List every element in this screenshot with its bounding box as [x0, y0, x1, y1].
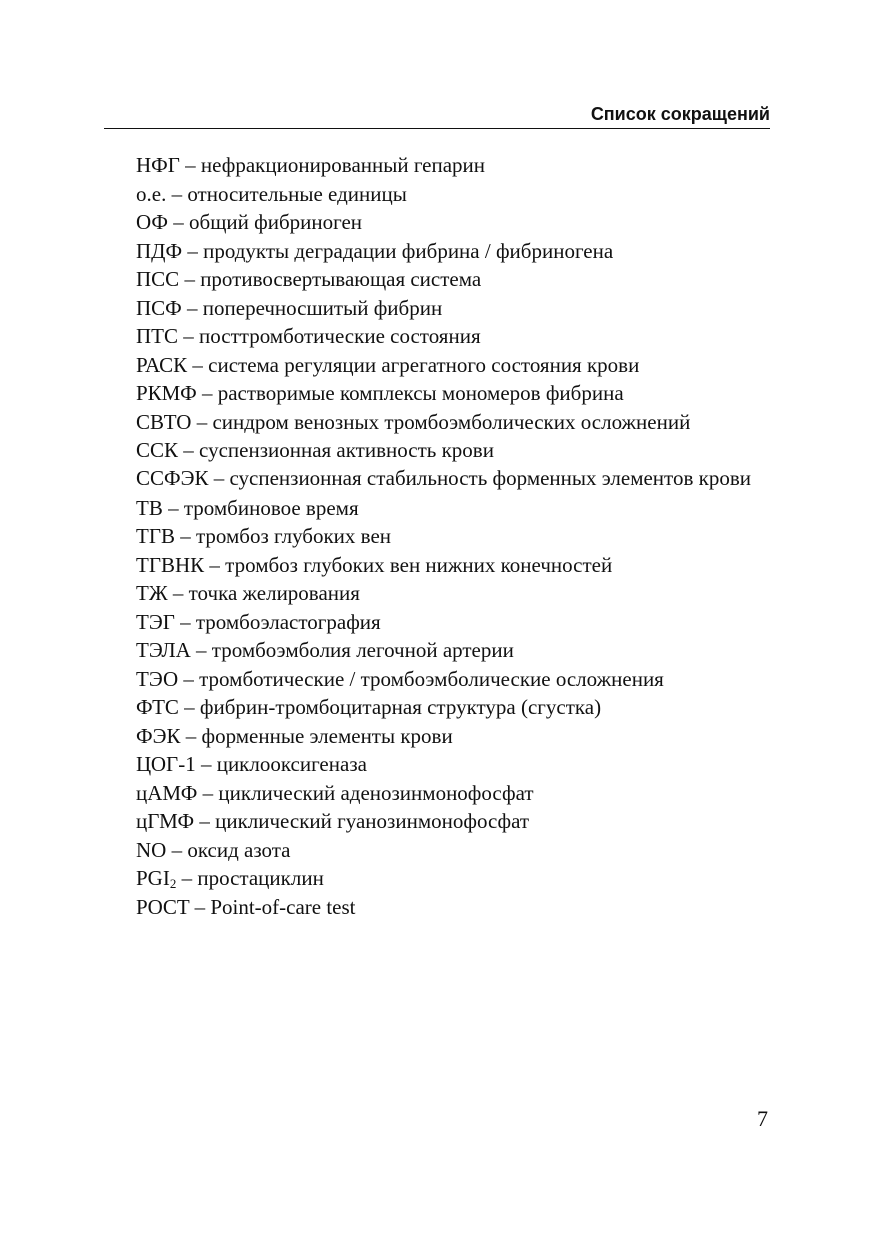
abbreviation-item	[106, 265, 768, 294]
abbreviation-definition: синдром венозных тромбоэмболических осложнений	[212, 409, 691, 434]
abbreviation-definition: тромбоз глубоких вен нижних конечностей	[225, 552, 613, 577]
abbreviation-item	[106, 750, 768, 779]
abbreviation-item	[106, 351, 768, 380]
dash-separator: –	[185, 153, 196, 177]
abbreviation-definition: форменные элементы крови	[201, 723, 453, 748]
running-header: Список сокращений	[590, 104, 770, 124]
abbreviation-definition: фибрин-тромбоцитарная структура (сгустка)	[199, 695, 602, 719]
abbreviation-item	[106, 180, 768, 209]
abbreviation-term: ТЖ	[136, 581, 168, 605]
dash-separator: –	[213, 465, 225, 490]
abbreviation-term: ТЭГ	[136, 609, 175, 634]
subscript: 2	[169, 876, 177, 891]
dash-separator: –	[209, 552, 220, 577]
dash-separator: –	[196, 638, 207, 662]
abbreviation-item	[106, 294, 768, 323]
abbreviation-item	[106, 864, 768, 893]
header-divider	[104, 128, 770, 129]
dash-separator: –	[185, 723, 197, 748]
abbreviation-term: РКМФ	[136, 381, 197, 405]
abbreviation-item	[106, 494, 768, 523]
abbreviation-definition: поперечносшитый фибрин	[202, 295, 443, 320]
abbreviation-item	[106, 436, 768, 465]
abbreviation-definition: оксид азота	[187, 837, 291, 862]
dash-separator: –	[187, 295, 198, 320]
abbreviation-definition: циклический аденозинмонофосфат	[218, 780, 534, 805]
abbreviation-definition: суспензионная активность крови	[199, 438, 494, 462]
page-number: 7	[757, 1106, 768, 1131]
abbreviation-term: ПСФ	[136, 295, 182, 320]
abbreviation-item	[106, 579, 768, 608]
abbreviation-term: СВТО	[136, 409, 192, 434]
abbreviation-term: ТВ	[136, 495, 163, 520]
abbreviation-definition: продукты деградации фибрина / фибриногена	[203, 238, 614, 263]
dash-separator: –	[183, 324, 194, 348]
abbreviation-definition: система регуляции агрегатного состояния крови	[208, 352, 640, 377]
abbreviation-term: ЦОГ-1	[136, 752, 196, 776]
dash-separator: –	[168, 495, 179, 520]
dash-separator: –	[183, 438, 194, 462]
abbreviation-term: РАСК	[136, 352, 188, 377]
abbreviation-item	[106, 379, 768, 408]
dash-separator: –	[172, 581, 184, 605]
abbreviation-item	[106, 636, 768, 665]
abbreviation-term: ТЭО	[136, 666, 179, 691]
abbreviation-item	[106, 807, 768, 836]
dash-separator: –	[183, 666, 194, 691]
abbreviation-item	[106, 836, 768, 865]
dash-separator: –	[173, 210, 184, 234]
dash-separator: –	[192, 352, 203, 377]
abbreviation-definition: Point-of-care test	[210, 894, 356, 919]
abbreviation-item	[106, 237, 768, 266]
abbreviation-definition: общий фибриноген	[189, 210, 362, 234]
abbreviation-term: PGI	[136, 866, 170, 890]
abbreviation-definition: посттромботические состояния	[199, 324, 481, 348]
dash-separator: –	[199, 809, 210, 833]
abbreviation-term: NO	[136, 837, 167, 862]
abbreviation-term: POCT	[136, 894, 190, 919]
abbreviation-item	[106, 693, 768, 722]
abbreviation-term: о.е.	[136, 181, 167, 206]
abbreviation-term: ПТС	[136, 324, 178, 348]
dash-separator: –	[184, 695, 195, 719]
abbreviation-definition: тромбоэластография	[195, 609, 381, 634]
abbreviation-definition: тромботические / тромбоэмболические осложнения	[199, 666, 664, 691]
abbreviation-definition: нефракционированный гепарин	[200, 153, 486, 177]
abbreviation-term: цГМФ	[136, 809, 195, 833]
abbreviation-item	[106, 665, 768, 694]
abbreviation-item	[106, 322, 768, 351]
abbreviation-definition: противосвертывающая система	[200, 267, 482, 291]
abbreviation-term: НФГ	[136, 153, 180, 177]
dash-separator: –	[184, 267, 195, 291]
abbreviation-item	[106, 522, 768, 551]
dash-separator: –	[171, 181, 183, 206]
dash-separator: –	[200, 752, 212, 776]
abbreviation-definition: тромбоэмболия легочной артерии	[211, 638, 514, 662]
abbreviation-item	[106, 151, 768, 180]
abbreviation-item	[106, 779, 768, 808]
dash-separator: –	[181, 866, 193, 890]
dash-separator: –	[180, 609, 191, 634]
abbreviation-term: ОФ	[136, 210, 169, 234]
abbreviation-term: ФЭК	[136, 723, 181, 748]
dash-separator: –	[194, 894, 206, 919]
abbreviation-term: ПСС	[136, 267, 180, 291]
dash-separator: –	[187, 238, 198, 263]
abbreviation-term: ТГВНК	[136, 552, 205, 577]
abbreviation-item	[106, 722, 768, 751]
abbreviation-definition: относительные единицы	[187, 181, 407, 206]
abbreviation-term: ТЭЛА	[136, 638, 191, 662]
abbreviation-term: ТГВ	[136, 524, 175, 548]
abbreviation-term: ПДФ	[136, 238, 183, 263]
abbreviation-term: ФТС	[136, 695, 179, 719]
abbreviation-definition: точка желирования	[188, 581, 360, 605]
abbreviation-term: ССК	[136, 438, 179, 462]
abbreviation-definition: циклооксигеназа	[216, 752, 367, 776]
dash-separator: –	[196, 409, 208, 434]
abbreviation-definition: суспензионная стабильность форменных элементов крови	[229, 465, 751, 490]
dash-separator: –	[201, 381, 213, 405]
dash-separator: –	[202, 780, 214, 805]
abbreviation-item	[106, 893, 768, 922]
abbreviation-definition: циклический гуанозинмонофосфат	[215, 809, 530, 833]
abbreviation-definition: тромбиновое время	[183, 495, 359, 520]
abbreviation-item	[106, 408, 768, 437]
dash-separator: –	[171, 837, 183, 862]
abbreviation-definition: растворимые комплексы мономеров фибрина	[217, 381, 624, 405]
abbreviation-definition: тромбоз глубоких вен	[195, 524, 392, 548]
abbreviation-term: цАМФ	[136, 780, 198, 805]
abbreviation-item	[106, 608, 768, 637]
abbreviation-term: ССФЭК	[136, 465, 209, 490]
abbreviation-item	[106, 465, 768, 492]
dash-separator: –	[180, 524, 191, 548]
abbreviation-list	[106, 151, 768, 921]
abbreviation-definition: простациклин	[197, 866, 324, 890]
abbreviation-item	[106, 208, 768, 237]
abbreviation-item	[106, 551, 768, 580]
